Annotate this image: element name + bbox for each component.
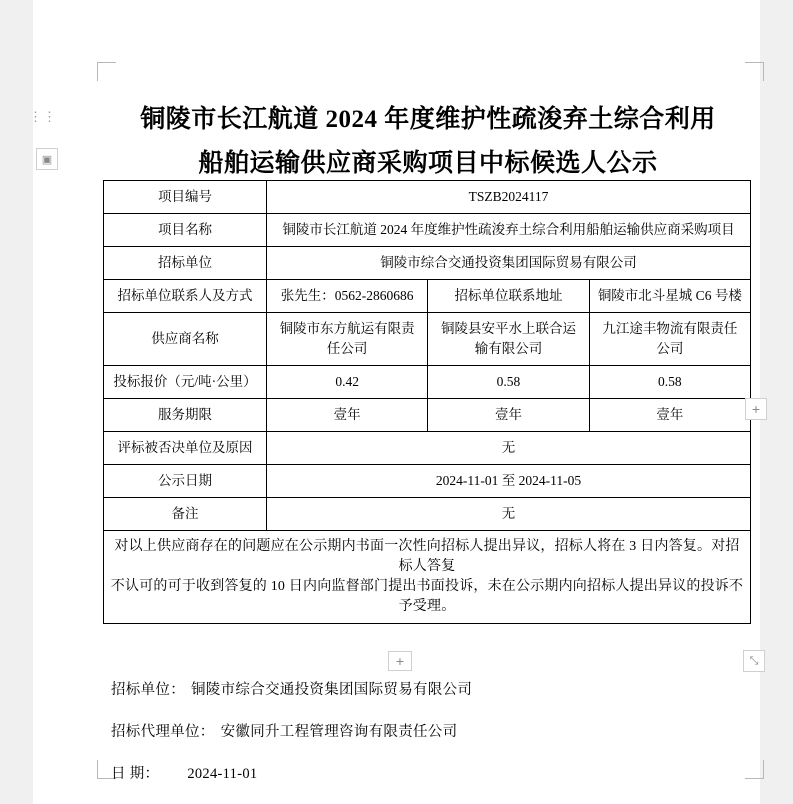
- address-label: 招标单位联系地址: [428, 280, 589, 313]
- supplier-value-3: 九江途丰物流有限责任公司: [589, 313, 750, 366]
- table-row: [104, 465, 751, 498]
- drag-handle-dots-glyph: ⋮⋮: [29, 108, 57, 124]
- footer-tender-unit-label: 招标单位：: [111, 682, 185, 698]
- footer-agent-label: 招标代理单位：: [111, 724, 215, 740]
- table-row: [104, 280, 751, 313]
- note-line-2: 不认可的可于收到答复的 10 日内向监督部门提出书面投诉，未在公示期内向招标人提出异议的投诉不予受理。: [110, 579, 744, 614]
- service-period-value-2: 壹年: [428, 399, 589, 432]
- add-column-button[interactable]: [745, 398, 767, 420]
- contact-label: 招标单位联系人及方式: [104, 280, 267, 313]
- project-name-label: 项目名称: [104, 214, 267, 247]
- project-no-value: TSZB2024117: [267, 181, 751, 214]
- supplier-label: 供应商名称: [104, 313, 267, 366]
- table-row: [104, 181, 751, 214]
- contact-value: 张先生：0562-2860686: [267, 280, 428, 313]
- plus-icon: +: [751, 401, 761, 417]
- footer-date-label: 日 期：: [111, 766, 160, 782]
- document-page: [33, 0, 760, 804]
- table-row: [104, 432, 751, 465]
- rejected-value: 无: [267, 432, 751, 465]
- note-cell: [104, 531, 751, 624]
- bid-candidates-table: [103, 180, 751, 624]
- service-period-label: 服务期限: [104, 399, 267, 432]
- table-row-note: [104, 531, 751, 624]
- tender-unit-value: 铜陵市综合交通投资集团国际贸易有限公司: [267, 247, 751, 280]
- publicity-date-label: 公示日期: [104, 465, 267, 498]
- footer-tender-unit: [103, 678, 753, 699]
- remark-value: 无: [267, 498, 751, 531]
- crop-mark-top-left: [97, 62, 116, 81]
- table-row: [104, 366, 751, 399]
- supplier-value-2: 铜陵县安平水上联合运输有限公司: [428, 313, 589, 366]
- crop-mark-top-right: [745, 62, 764, 81]
- supplier-value-1: 铜陵市东方航运有限责任公司: [267, 313, 428, 366]
- footer-agent-value: 安徽同升工程管理咨询有限责任公司: [220, 724, 458, 740]
- add-row-button[interactable]: [388, 651, 412, 671]
- tender-unit-label: 招标单位: [104, 247, 267, 280]
- plus-icon: +: [395, 653, 405, 669]
- price-label: 投标报价（元/吨·公里）: [104, 366, 267, 399]
- price-value-2: 0.58: [428, 366, 589, 399]
- table-row: [104, 498, 751, 531]
- table-row: [104, 214, 751, 247]
- footer-date-value: 2024-11-01: [187, 766, 258, 782]
- rejected-label: 评标被否决单位及原因: [104, 432, 267, 465]
- page-title-line-1: 铜陵市长江航道 2024 年度维护性疏浚弃土综合利用: [140, 106, 716, 133]
- service-period-value-1: 壹年: [267, 399, 428, 432]
- project-name-value: 铜陵市长江航道 2024 年度维护性疏浚弃土综合利用船舶运输供应商采购项目: [267, 214, 751, 247]
- price-value-1: 0.42: [267, 366, 428, 399]
- table-move-handle-glyph: ▣: [41, 153, 53, 166]
- footer-date: [103, 762, 753, 783]
- footer-agent: [103, 720, 753, 741]
- table-row: [104, 399, 751, 432]
- drag-handle-dots[interactable]: [29, 103, 57, 129]
- publicity-date-value: 2024-11-01 至 2024-11-05: [267, 465, 751, 498]
- resize-icon: ⤡: [749, 654, 759, 667]
- price-value-3: 0.58: [589, 366, 750, 399]
- table-resize-handle[interactable]: [743, 650, 765, 672]
- table-move-handle[interactable]: [36, 148, 58, 170]
- table-row: [104, 313, 751, 366]
- address-value: 铜陵市北斗星城 C6 号楼: [589, 280, 750, 313]
- page-title-line-2: 船舶运输供应商采购项目中标候选人公示: [198, 150, 658, 177]
- document-footer: [103, 678, 753, 804]
- table-row: [104, 247, 751, 280]
- remark-label: 备注: [104, 498, 267, 531]
- service-period-value-3: 壹年: [589, 399, 750, 432]
- note-line-1: 对以上供应商存在的问题应在公示期内书面一次性向招标人提出异议，招标人将在 3 日内答复。对招标人答复: [114, 539, 740, 574]
- project-no-label: 项目编号: [104, 181, 267, 214]
- footer-tender-unit-value: 铜陵市综合交通投资集团国际贸易有限公司: [191, 682, 473, 698]
- page-title: [103, 98, 753, 186]
